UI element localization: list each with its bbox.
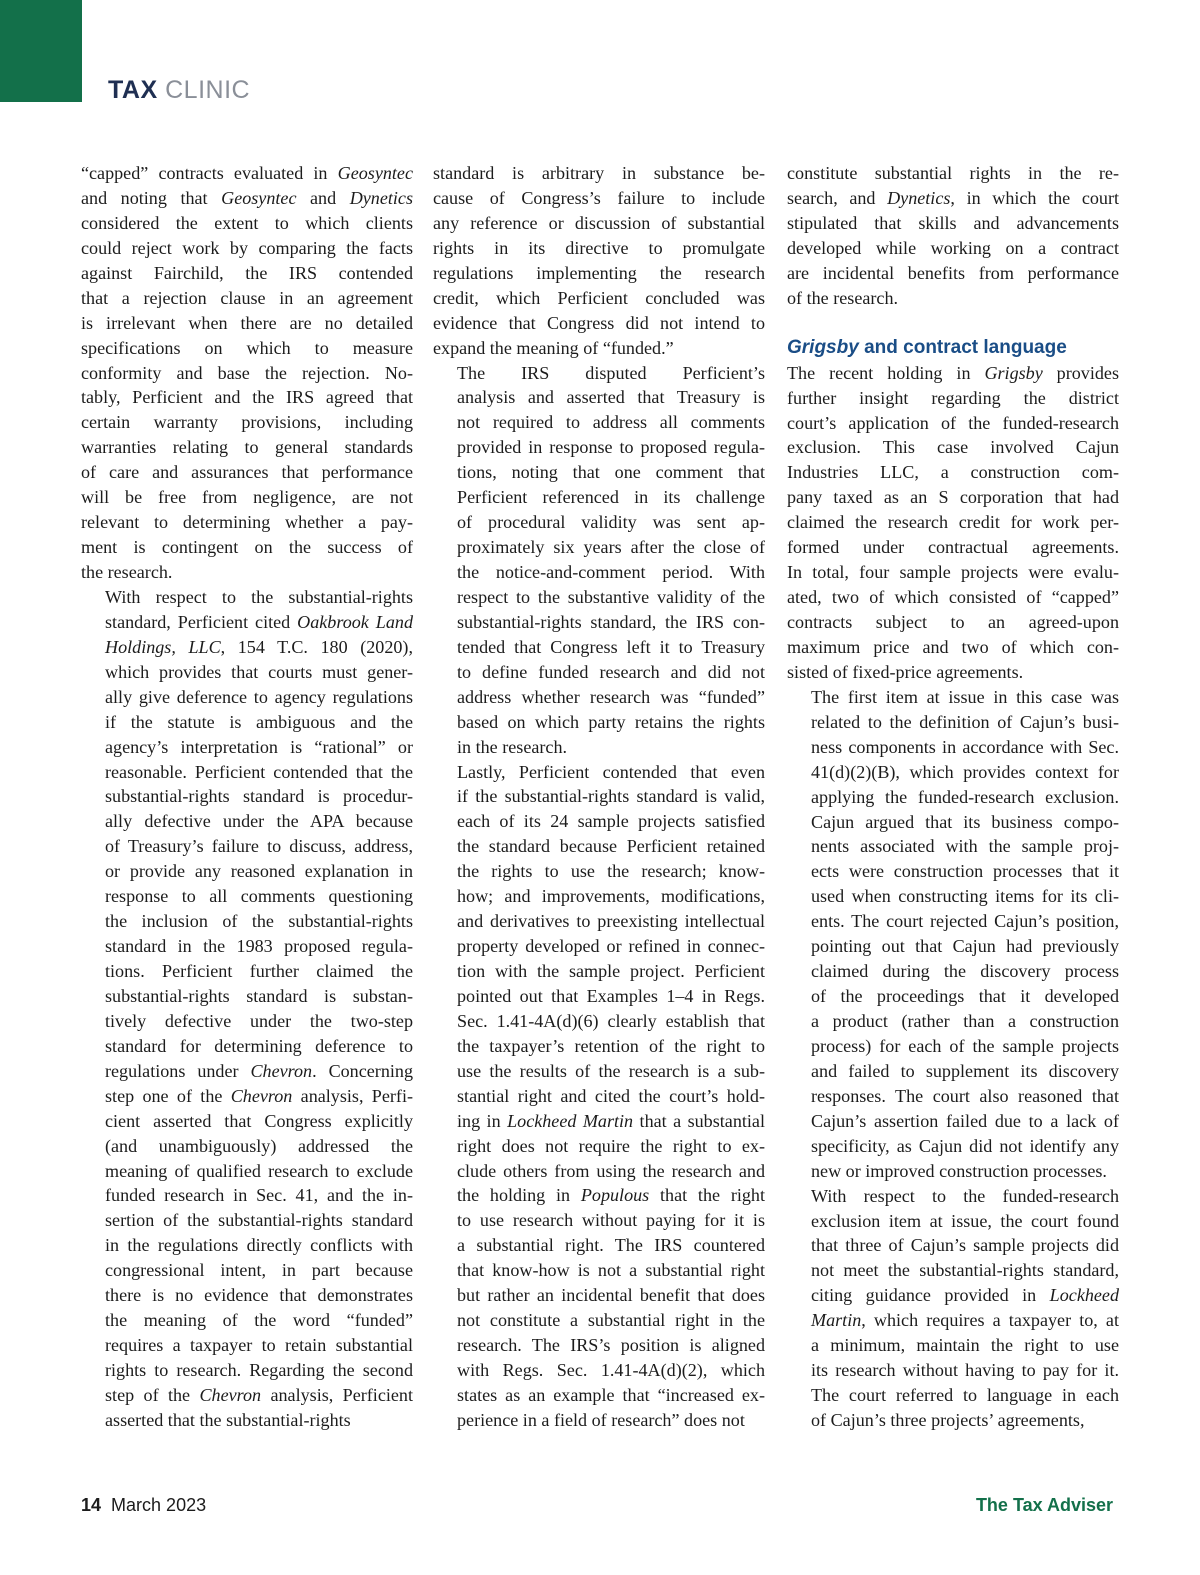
- case-name: Dynetics: [887, 187, 951, 208]
- text-line: and failed to supplement its discovery: [811, 1060, 1119, 1081]
- text-line: credit, which Perficient concluded was: [433, 287, 765, 308]
- text-line: cient asserted that Congress explicitly: [105, 1110, 413, 1131]
- text-line: not meet the substantial-rights standard,: [811, 1260, 1119, 1281]
- text-line: regulations implementing the research: [433, 262, 765, 283]
- paragraph: [433, 361, 765, 760]
- text-line: that a rejection clause in an agreement: [81, 287, 413, 308]
- paragraph: [81, 161, 413, 585]
- text-line: rights to research. Regarding the second: [105, 1360, 413, 1380]
- text-line: The recent holding in Grigsby provides: [787, 362, 1119, 383]
- text-line: and noting that Geosyntec and Dynetics: [81, 187, 413, 208]
- text-line: the taxpayer’s retention of the right to: [457, 1035, 765, 1056]
- text-line: With respect to the substantial-rights: [105, 586, 413, 607]
- case-name: Lockheed: [1049, 1285, 1119, 1306]
- text-line: standard, Perficient cited Oakbrook Land: [105, 611, 413, 632]
- text-line: search, and Dynetics, in which the court: [787, 187, 1119, 208]
- text-line: the rights to use the research; know-: [457, 861, 765, 882]
- text-line: exclusion item at issue, the court found: [811, 1210, 1119, 1231]
- text-line: related to the definition of Cajun’s busi-: [811, 711, 1119, 732]
- text-line: sisted of fixed-price agreements.: [787, 661, 1024, 682]
- text-line: asserted that the substantial-rights: [105, 1409, 351, 1430]
- text-line: the research.: [81, 562, 173, 582]
- section-subheading: Grigsby and contract language: [787, 336, 1067, 358]
- case-name: Chevron: [250, 1060, 313, 1081]
- text-line: requires a taxpayer to retain substantial: [105, 1335, 413, 1356]
- text-line: ally give deference to agency regulations: [105, 686, 413, 707]
- text-line: there is no evidence that demonstrates: [105, 1285, 413, 1306]
- text-line: and derivatives to preexisting intellectual: [457, 911, 765, 932]
- text-line: ness components in accordance with Sec.: [811, 736, 1119, 757]
- text-line: developed while working on a contract: [787, 237, 1119, 258]
- text-line: substantial-rights standard is procedur-: [105, 786, 413, 807]
- article-column-3: [787, 161, 1119, 1433]
- text-line: the meaning of the word “funded”: [105, 1310, 413, 1331]
- text-line: funded research in Sec. 41, and the in-: [105, 1185, 413, 1206]
- text-line: provided in response to proposed regula-: [457, 437, 765, 458]
- text-line: but rather an incidental benefit that does: [457, 1285, 765, 1306]
- text-line: ects were construction processes that it: [811, 861, 1119, 882]
- text-line: substantial-rights standard is substan-: [105, 985, 413, 1006]
- text-line: further insight regarding the district: [787, 387, 1119, 408]
- section-color-block: [0, 0, 82, 102]
- text-line: responses. The court also reasoned that: [811, 1085, 1119, 1106]
- text-line: step one of the Chevron analysis, Perfi-: [105, 1085, 414, 1106]
- text-line: The court referred to language in each: [811, 1385, 1119, 1406]
- text-line: the notice-and-comment period. With: [457, 562, 765, 582]
- text-line: if the statute is ambiguous and the: [105, 711, 413, 732]
- text-line: pany taxed as an S corporation that had: [787, 487, 1119, 508]
- page-footer-left: [81, 1495, 206, 1516]
- text-line: property developed or refined in connec-: [457, 936, 765, 957]
- text-line: Cajun’s assertion failed due to a lack of: [811, 1110, 1119, 1131]
- text-line: its research without having to pay for it.: [811, 1360, 1119, 1381]
- text-line: ents. The court rejected Cajun’s position,: [811, 911, 1119, 932]
- text-line: the standard because Perficient retained: [457, 836, 765, 857]
- text-line: of Cajun’s three projects’ agreements,: [811, 1410, 1085, 1430]
- text-line: rights in its directive to promulgate: [433, 237, 765, 258]
- case-name: Martin: [811, 1310, 862, 1331]
- case-name: Geosyntec: [221, 187, 297, 208]
- section-header-bold: TAX: [108, 76, 158, 104]
- article-column-2: [433, 161, 765, 1433]
- text-line: exclusion. This case involved Cajun: [787, 437, 1119, 458]
- text-line: of procedural validity was sent ap-: [457, 512, 765, 533]
- paragraph: [787, 1184, 1119, 1433]
- text-line: of care and assurances that performance: [81, 462, 413, 483]
- case-name: Chevron: [199, 1384, 262, 1405]
- text-line: each of its 24 sample projects satisfied: [457, 811, 765, 832]
- text-line: ated, two of which consisted of “capped”: [787, 587, 1119, 608]
- text-line: of the proceedings that it developed: [811, 986, 1119, 1007]
- text-line: in the research.: [457, 736, 568, 757]
- text-line: contracts subject to an agreed-upon: [787, 612, 1119, 632]
- text-line: nents associated with the sample proj-: [811, 836, 1119, 857]
- text-line: expand the meaning of “funded.”: [433, 337, 674, 358]
- text-line: relevant to determining whether a pay-: [81, 512, 413, 533]
- text-line: step of the Chevron analysis, Perficient: [105, 1384, 413, 1405]
- text-line: The IRS disputed Perficient’s: [457, 362, 765, 383]
- text-line: standard is arbitrary in substance be-: [433, 163, 765, 183]
- subheading-case-name: Grigsby: [787, 336, 859, 358]
- text-line: response to all comments questioning: [105, 886, 413, 907]
- text-line: ing in Lockheed Martin that a substantial: [457, 1110, 765, 1131]
- text-line: standard for determining deference to: [105, 1035, 413, 1056]
- text-line: certain warranty provisions, including: [81, 412, 413, 433]
- text-line: which provides that courts must gener-: [105, 661, 413, 682]
- text-line: agency’s interpretation is “rational” or: [105, 736, 413, 757]
- case-name: Holdings, LLC: [105, 636, 221, 657]
- text-line: applying the funded-research exclusion.: [811, 786, 1119, 807]
- case-name: Dynetics: [349, 187, 413, 208]
- text-line: Holdings, LLC, 154 T.C. 180 (2020),: [105, 636, 413, 657]
- text-line: Sec. 1.41-4A(d)(6) clearly establish that: [457, 1010, 765, 1031]
- text-line: cause of Congress’s failure to include: [433, 187, 765, 208]
- text-line: claimed the research credit for work per-: [787, 512, 1119, 533]
- text-line: against Fairchild, the IRS contended: [81, 262, 413, 283]
- text-line: proximately six years after the close of: [457, 537, 765, 558]
- text-line: new or improved construction processes.: [811, 1160, 1107, 1181]
- text-line: or provide any reasoned explanation in: [105, 861, 413, 882]
- text-line: not constitute a substantial right in the: [457, 1310, 765, 1331]
- paragraph: [81, 585, 413, 1433]
- section-header: [108, 76, 250, 105]
- text-line: Lastly, Perficient contended that even: [457, 761, 765, 782]
- text-line: ment is contingent on the success of: [81, 537, 413, 558]
- text-line: the inclusion of the substantial-rights: [105, 911, 413, 932]
- text-line: clude others from using the research and: [457, 1160, 765, 1181]
- text-line: (and unambiguously) addressed the: [105, 1135, 413, 1156]
- text-line: is irrelevant when there are no detailed: [81, 312, 413, 333]
- text-line: stipulated that skills and advancements: [787, 212, 1119, 233]
- text-line: tions, noting that one comment that: [457, 462, 765, 483]
- text-line: a product (rather than a construction: [811, 1011, 1119, 1031]
- text-line: a substantial right. The IRS countered: [457, 1235, 765, 1256]
- text-line: states as an example that “increased ex-: [457, 1384, 765, 1405]
- text-line: standard in the 1983 proposed regula-: [105, 936, 413, 957]
- text-line: reasonable. Perficient contended that the: [105, 761, 413, 782]
- issue-date: March 2023: [111, 1495, 207, 1515]
- text-line: stantial right and cited the court’s hold-: [457, 1085, 765, 1106]
- text-line: tion with the sample project. Perficient: [457, 961, 765, 981]
- text-line: that know-how is not a substantial right: [457, 1260, 765, 1281]
- text-line: based on which party retains the rights: [457, 711, 765, 732]
- article-column-1: [81, 161, 413, 1433]
- text-line: conformity and base the rejection. No-: [81, 362, 413, 383]
- text-line: tably, Perficient and the IRS agreed that: [81, 387, 413, 408]
- text-line: use the results of the research is a sub-: [457, 1060, 765, 1081]
- text-line: a minimum, maintain the right to use: [811, 1335, 1119, 1356]
- text-line: not required to address all comments: [457, 412, 765, 433]
- text-line: are incidental benefits from performance: [787, 262, 1119, 283]
- text-line: that three of Cajun’s sample projects did: [811, 1235, 1119, 1256]
- text-line: congressional intent, in part because: [105, 1260, 413, 1281]
- text-line: maximum price and two of which con-: [787, 636, 1119, 657]
- text-line: specificity, as Cajun did not identify any: [811, 1135, 1119, 1156]
- text-line: perience in a field of research” does not: [457, 1409, 745, 1430]
- text-line: Industries LLC, a construction com-: [787, 462, 1119, 483]
- text-line: used when constructing items for its cli-: [811, 886, 1119, 907]
- text-line: Perficient referenced in its challenge: [457, 487, 765, 508]
- text-line: the holding in Populous that the right: [457, 1185, 765, 1206]
- text-line: 41(d)(2)(B), which provides context for: [811, 761, 1119, 782]
- text-line: process) for each of the sample projects: [811, 1035, 1119, 1056]
- text-line: court’s application of the funded-research: [787, 412, 1119, 433]
- text-line: regulations under Chevron. Concerning: [105, 1060, 413, 1081]
- text-line: tively defective under the two-step: [105, 1010, 413, 1031]
- text-line: address whether research was “funded”: [457, 686, 765, 707]
- publication-name: The Tax Adviser: [975, 1495, 1113, 1515]
- text-line: ally defective under the APA because: [105, 811, 413, 832]
- case-name: Lockheed Martin: [507, 1110, 634, 1131]
- text-line: any reference or discussion of substantial: [433, 212, 765, 233]
- text-line: with Regs. Sec. 1.41-4A(d)(2), which: [457, 1360, 765, 1380]
- case-name: Geosyntec: [337, 163, 413, 183]
- text-line: claimed during the discovery process: [811, 961, 1119, 982]
- text-line: in the regulations directly conflicts with: [105, 1235, 413, 1256]
- text-line: to define funded research and did not: [457, 661, 765, 682]
- text-line: respect to the substantive validity of the: [457, 586, 765, 607]
- text-line: citing guidance provided in Lockheed: [811, 1285, 1119, 1306]
- text-line: analysis and asserted that Treasury is: [457, 387, 765, 408]
- case-name: Populous: [580, 1185, 650, 1206]
- text-line: research. The IRS’s position is aligned: [457, 1335, 765, 1356]
- text-line: if the substantial-rights standard is valid,: [457, 786, 765, 807]
- text-line: meaning of qualified research to exclude: [105, 1160, 413, 1181]
- paragraph: [787, 161, 1119, 311]
- text-line: warranties relating to general standards: [81, 437, 413, 458]
- text-line: “capped” contracts evaluated in Geosyntec: [81, 163, 413, 183]
- paragraph: [787, 361, 1119, 685]
- text-line: to use research without paying for it is: [457, 1210, 765, 1231]
- case-name: Grigsby: [984, 362, 1043, 383]
- text-line: pointed out that Examples 1–4 in Regs.: [457, 985, 765, 1006]
- text-line: tions. Perficient further claimed the: [105, 961, 413, 981]
- text-line: sertion of the substantial-rights standard: [105, 1210, 413, 1231]
- paragraph: [433, 161, 765, 361]
- text-line: tended that Congress left it to Treasury: [457, 636, 765, 657]
- text-line: formed under contractual agreements.: [787, 537, 1119, 558]
- page-number: 14: [81, 1495, 102, 1515]
- text-line: substantial-rights standard, the IRS con-: [457, 611, 765, 632]
- text-line: how; and improvements, modifications,: [457, 886, 765, 907]
- text-line: considered the extent to which clients: [81, 212, 413, 233]
- text-line: The first item at issue in this case was: [811, 686, 1119, 707]
- section-header-light: CLINIC: [165, 76, 251, 104]
- text-line: evidence that Congress did not intend to: [433, 312, 765, 333]
- text-line: could reject work by comparing the facts: [81, 237, 413, 258]
- case-name: Chevron: [230, 1085, 293, 1106]
- text-line: constitute substantial rights in the re-: [787, 163, 1119, 183]
- paragraph: [433, 760, 765, 1433]
- text-line: Cajun argued that its business compo-: [811, 811, 1119, 832]
- text-line: With respect to the funded-research: [811, 1185, 1119, 1206]
- text-line: of Treasury’s failure to discuss, address,: [105, 836, 413, 857]
- paragraph: [787, 685, 1119, 1184]
- text-line: will be free from negligence, are not: [81, 487, 413, 508]
- text-line: right does not require the right to ex-: [457, 1135, 765, 1156]
- text-line: Martin, which requires a taxpayer to, at: [811, 1310, 1119, 1331]
- text-line: In total, four sample projects were evalu-: [787, 562, 1119, 583]
- text-line: of the research.: [787, 287, 899, 308]
- text-line: specifications on which to measure: [81, 337, 413, 358]
- text-line: pointing out that Cajun had previously: [811, 936, 1119, 957]
- case-name: Oakbrook Land: [297, 611, 413, 632]
